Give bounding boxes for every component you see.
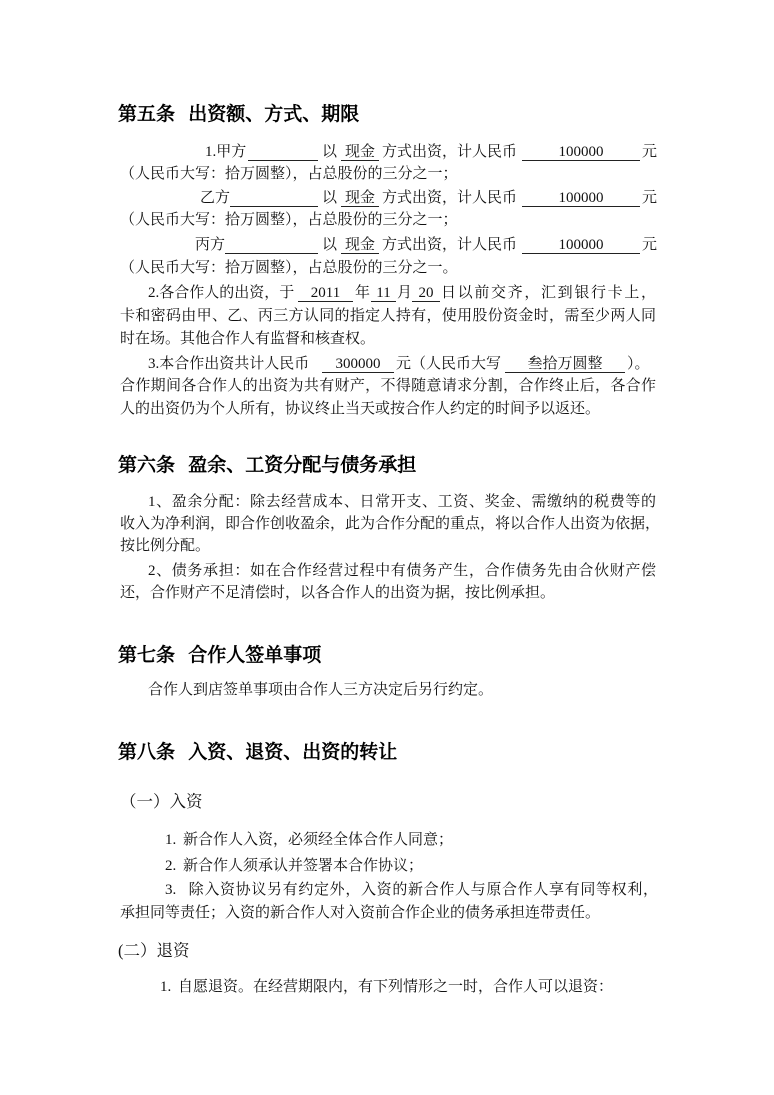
method-text: 方式出资，计人民币	[382, 190, 518, 206]
party-label: 乙方	[200, 190, 231, 206]
paragraph-line: 人的出资仍为个人所有，协议终止当天或按合作人约定的时间予以返还。	[120, 401, 601, 417]
paragraph-line: 卡和密码由甲、乙、丙三方认同的指定人持有，使用股份资金时，需至少两人同	[120, 308, 656, 324]
total-amount-in-words: 叁拾万圆整	[505, 353, 625, 373]
method-text: 方式出资，计人民币	[382, 237, 518, 253]
clause-mid-text: 元（人民币大写	[396, 356, 502, 372]
list-item: 3. 除入资协议另有约定外，入资的新合作人与原合作人享有同等权利，	[165, 882, 658, 898]
party-name-blank	[248, 141, 318, 161]
clause-end-text: ）。	[627, 356, 650, 372]
year-unit: 年	[355, 285, 371, 301]
clause-suffix: 日以前交齐，汇到银行卡上，	[441, 285, 656, 301]
payment-method: 现金	[341, 141, 379, 161]
amount-value: 100000	[522, 187, 640, 207]
amount-value: 100000	[522, 234, 640, 254]
paragraph-line: 时在场。其他合作人有监督和核查权。	[120, 331, 376, 347]
contribution-line-party-c	[0, 234, 774, 256]
payment-method: 现金	[341, 187, 379, 207]
party-label: 1.甲方	[205, 144, 247, 160]
connector-text: 以	[322, 237, 338, 253]
article-5-heading: 第五条 出资额、方式、期限	[118, 104, 360, 125]
list-item: 1. 新合作人入资，必须经全体合作人同意；	[165, 832, 454, 848]
contribution-line-party-a	[0, 141, 774, 163]
clause-prefix: 3.本合作出资共计人民币	[148, 356, 310, 372]
month-unit: 月	[397, 285, 413, 301]
list-item: 2. 新合作人须承认并签署本合作协议；	[165, 858, 424, 874]
payment-method: 现金	[341, 234, 379, 254]
list-item: 1. 自愿退资。在经营期限内，有下列情形之一时，合作人可以退资：	[160, 979, 614, 995]
currency-unit: 元	[642, 190, 658, 206]
paragraph-line: 收入为净利润，即合作创收盈余，此为合作分配的重点，将以合作人出资为依据，	[120, 516, 661, 532]
article-7-heading: 第七条 合作人签单事项	[118, 645, 322, 666]
amount-in-words-note: （人民币大写：拾万圆整），占总股份的三分之一；	[120, 212, 458, 228]
currency-unit: 元	[642, 144, 658, 160]
currency-unit: 元	[642, 237, 658, 253]
paragraph-line: 合作人到店签单事项由合作人三方决定后另行约定。	[148, 682, 494, 698]
connector-text: 以	[322, 144, 338, 160]
method-text: 方式出资，计人民币	[382, 144, 518, 160]
total-amount: 300000	[322, 353, 394, 373]
paragraph-line: 按比例分配。	[120, 538, 211, 554]
party-name-blank	[225, 234, 318, 254]
paragraph-line: 1、盈余分配：除去经营成本、日常开支、工资、奖金、需缴纳的税费等的	[148, 494, 656, 510]
party-name-blank	[230, 187, 318, 207]
amount-value: 100000	[522, 141, 640, 161]
amount-in-words-note: （人民币大写：拾万圆整），占总股份的三分之一；	[120, 166, 458, 182]
deadline-year: 2011	[298, 282, 353, 302]
article-6-heading: 第六条 盈余、工资分配与债务承担	[118, 455, 417, 476]
article-8-heading: 第八条 入资、退资、出资的转让	[118, 742, 398, 763]
paragraph-line: 还，合作财产不足清偿时，以各合作人的出资为据，按比例承担。	[120, 585, 556, 601]
subsection-heading-capital-entry: （一）入资	[120, 792, 203, 811]
contribution-line-party-b	[0, 187, 774, 209]
deadline-clause-line	[0, 282, 774, 304]
party-label: 丙方	[195, 237, 226, 253]
total-capital-line	[0, 353, 774, 375]
paragraph-line: 合作期间各合作人的出资为共有财产，不得随意请求分割，合作终止后，各合作	[120, 378, 656, 394]
deadline-month: 11	[371, 282, 396, 302]
connector-text: 以	[322, 190, 338, 206]
paragraph-line: 2、债务承担：如在合作经营过程中有债务产生，合作债务先由合伙财产偿	[148, 563, 656, 579]
list-item-continuation: 承担同等责任；入资的新合作人对入资前合作企业的债务承担连带责任。	[120, 905, 601, 921]
deadline-day: 20	[412, 282, 440, 302]
subsection-heading-withdrawal: (二）退资	[118, 941, 190, 960]
clause-prefix: 2.各合作人的出资，于	[148, 285, 295, 301]
amount-in-words-note: （人民币大写：拾万圆整），占总股份的三分之一。	[120, 260, 458, 276]
